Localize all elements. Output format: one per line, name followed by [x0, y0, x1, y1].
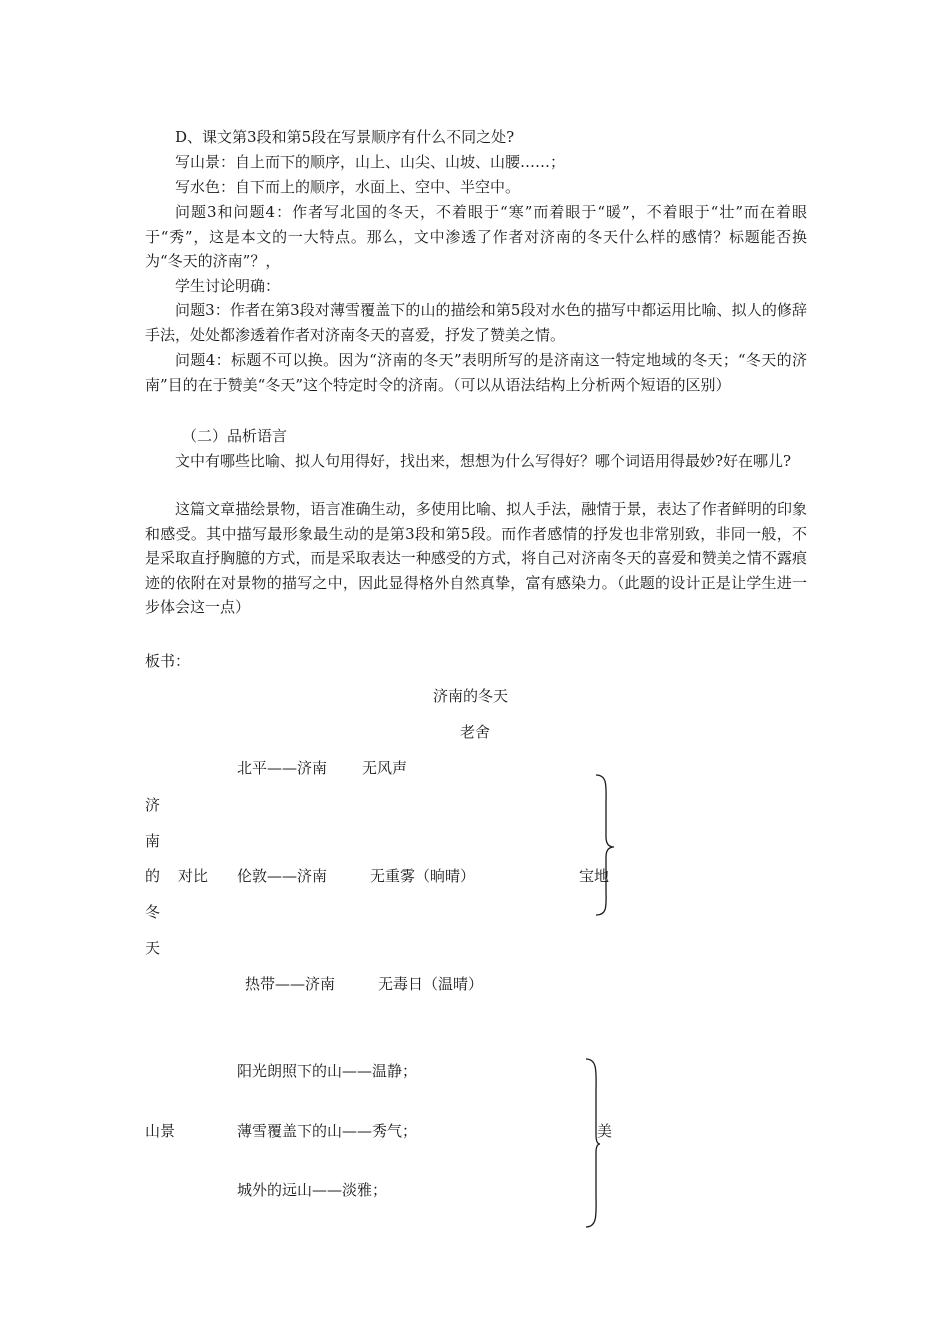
mountain-order: 写山景：自上而下的顺序，山上、山尖、山坡、山腰……；	[175, 153, 566, 171]
question-d: D、课文第3段和第5段在写景顺序有什么不同之处?	[175, 128, 515, 146]
water-order: 写水色：自下而上的顺序，水面上、空中、半空中。	[175, 178, 521, 196]
pair-tropics: 热带——济南	[245, 975, 336, 993]
right-brace-2	[586, 1059, 606, 1227]
contrast-label: 对比	[178, 867, 209, 885]
answer-3: 问题3：作者在第3段对薄雪覆盖下的山的描绘和第5段对水色的描写中都运用比喻、拟人的修辞手法，处处都渗透着作者对济南冬天的喜爱，抒发了赞美之情。	[145, 301, 807, 344]
pair-london-trait: 无重雾（晌晴）	[370, 867, 476, 885]
language-answer: 这篇文章描绘景物，语言准确生动，多使用比喻、拟人手法，融情于景，表达了作者鲜明的印象和感受。其中描写最形象最生动的是第3段和第5段。而作者感情的抒发也非常别致，非同一般，不是采取直抒胸臆的方式，而是采取表达一种感受的方式，将自己对济南冬天的喜爱和赞美之情不露痕迹的依附在对景物的描写之中，因此显得格外自然真挚，富有感染力。（此题的设计正是让学生进一步体会这一点）	[145, 500, 807, 616]
question-3-4: 问题3和问题4：作者写北国的冬天，不着眼于“寒”而着眼于“暖”，不着眼于“壮”而在着眼于“秀”，这是本文的一大特点。那么，文中渗透了作者对济南的冬天什么样的感情？标题能否换为“冬天的济南”？，	[145, 203, 807, 270]
mountain-sunlit: 阳光朗照下的山——温静；	[237, 1062, 418, 1080]
section-heading-language: （二）品析语言	[182, 427, 288, 445]
answer-4: 问题4：标题不可以换。因为“济南的冬天”表明所写的是济南这一特定地域的冬天；“冬天的济南”目的在于赞美“冬天”这个特定时令的济南。（可以从语法结构上分析两个短语的区别）	[145, 351, 807, 394]
result-treasure: 宝地	[579, 867, 610, 885]
pair-tropics-trait: 无毒日（温晴）	[378, 975, 484, 993]
board-label: 板书：	[145, 652, 191, 670]
mountain-distant: 城外的远山——淡雅；	[237, 1181, 388, 1199]
pair-london: 伦敦——济南	[237, 867, 328, 885]
side-char-3: 的	[145, 867, 161, 885]
result-beauty: 美	[597, 1122, 613, 1140]
board-title: 济南的冬天	[433, 687, 509, 705]
side-char-5: 天	[145, 939, 161, 957]
pair-beiping: 北平——济南	[237, 759, 328, 777]
side-char-2: 南	[145, 832, 161, 850]
discussion-label: 学生讨论明确：	[175, 277, 281, 295]
mountain-snow: 薄雪覆盖下的山——秀气；	[237, 1122, 418, 1140]
mountain-label: 山景	[145, 1122, 176, 1140]
right-brace-1	[596, 775, 616, 915]
side-char-4: 冬	[145, 903, 161, 921]
board-author: 老舍	[460, 723, 491, 741]
language-question: 文中有哪些比喻、拟人句用得好，找出来，想想为什么写得好？哪个词语用得最妙?好在哪儿?	[175, 452, 792, 470]
side-char-1: 济	[145, 796, 161, 814]
pair-beiping-trait: 无风声	[362, 759, 408, 777]
